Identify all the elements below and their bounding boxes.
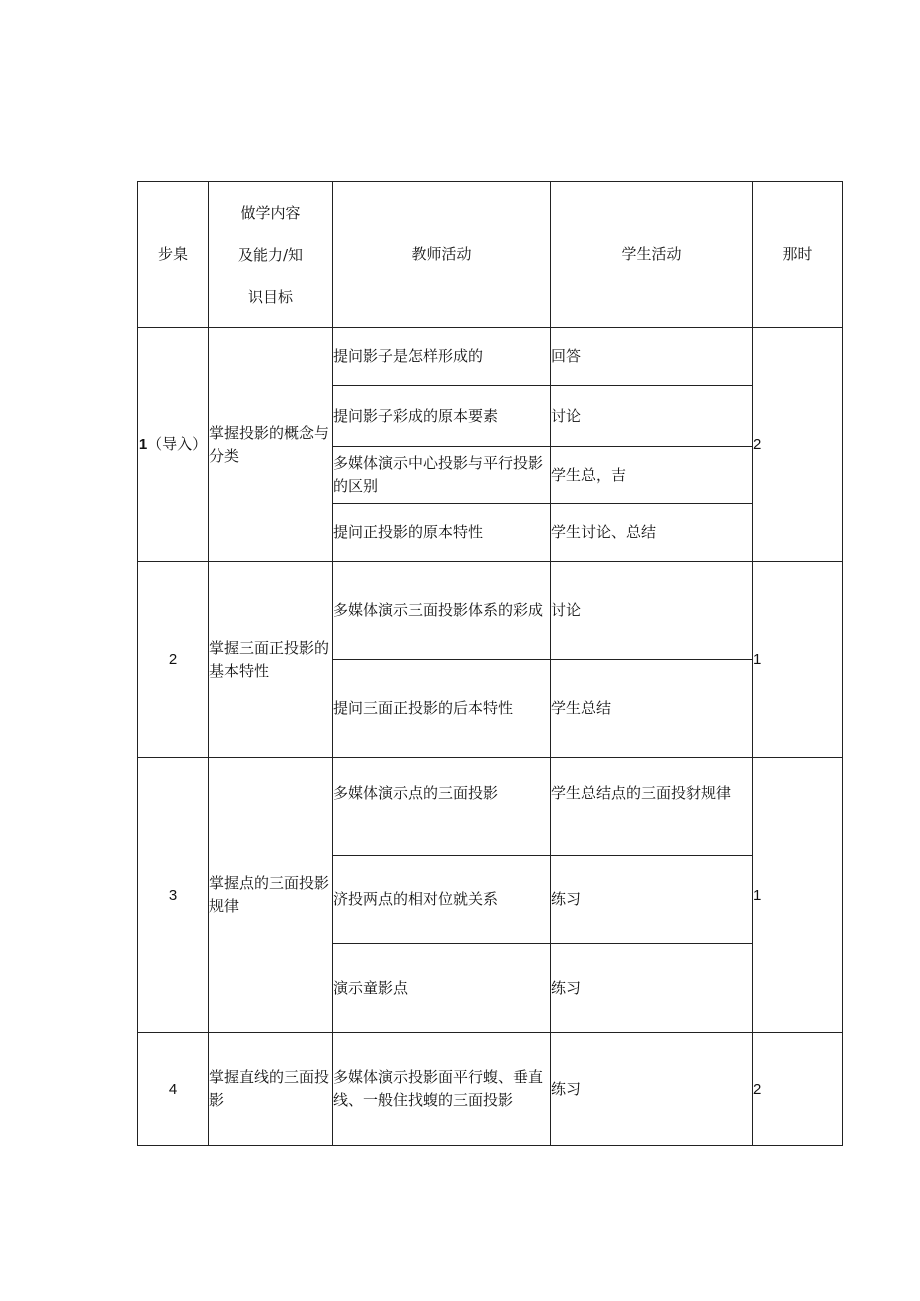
step-label: （导入） — [147, 435, 208, 453]
student-activity: 学生讨论、总结 — [551, 504, 753, 562]
table-row — [138, 1033, 843, 1146]
hours-cell: 2 — [753, 1033, 843, 1146]
goal-cell: 掌握三面正投影的基本特性 — [209, 562, 333, 758]
student-activity: 练习 — [551, 944, 753, 1033]
student-activity: 学生总，吉 — [551, 447, 753, 504]
teacher-activity: 提问影子是怎样形成的 — [333, 328, 551, 386]
table-row — [138, 328, 843, 386]
header-content — [209, 182, 333, 328]
step-number: 4 — [138, 1033, 209, 1146]
student-activity: 学生总结 — [551, 660, 753, 758]
table-row — [138, 562, 843, 660]
goal-cell: 掌握点的三面投影规律 — [209, 758, 333, 1033]
hours-cell: 1 — [753, 758, 843, 1033]
table-row — [138, 758, 843, 856]
header-teacher: 教师活动 — [333, 182, 551, 328]
header-student: 学生活动 — [551, 182, 753, 328]
teacher-activity: 多媒体演示点的三面投影 — [333, 758, 551, 856]
student-activity: 讨论 — [551, 562, 753, 660]
goal-cell: 掌握投影的概念与分类 — [209, 328, 333, 562]
hours-cell: 1 — [753, 562, 843, 758]
student-activity: 练习 — [551, 856, 753, 944]
header-content-line3: 识目标 — [247, 287, 293, 306]
teacher-activity: 提问影子彩成的原本要素 — [333, 386, 551, 447]
student-activity: 讨论 — [551, 386, 753, 447]
header-hours: 那时 — [753, 182, 843, 328]
step-number: 1 — [138, 436, 148, 453]
goal-cell: 掌握直线的三面投影 — [209, 1033, 333, 1146]
lesson-plan-table — [137, 181, 843, 1146]
teacher-activity: 多媒体演示投影面平行蝮、垂直线、一般住找蝮的三面投影 — [333, 1033, 551, 1146]
student-activity: 学生总结点的三面投豺规律 — [551, 758, 753, 856]
teacher-activity: 济投两点的相对位就关系 — [333, 856, 551, 944]
student-activity: 回答 — [551, 328, 753, 386]
header-row — [138, 182, 843, 328]
student-activity: 练习 — [551, 1033, 753, 1146]
teacher-activity: 演示童影点 — [333, 944, 551, 1033]
teacher-activity: 提问正投影的原本特性 — [333, 504, 551, 562]
step-number: 3 — [138, 758, 209, 1033]
teacher-activity: 提问三面正投影的后本特性 — [333, 660, 551, 758]
step-cell — [138, 328, 209, 562]
hours-cell: 2 — [753, 328, 843, 562]
header-step: 步臬 — [138, 182, 209, 328]
header-content-line2: 及能力/知 — [237, 245, 304, 264]
header-content-line1: 做学内容 — [240, 203, 301, 222]
teacher-activity: 多媒体演示中心投影与平行投影的区别 — [333, 447, 551, 504]
teacher-activity: 多媒体演示三面投影体系的彩成 — [333, 562, 551, 660]
step-number: 2 — [138, 562, 209, 758]
